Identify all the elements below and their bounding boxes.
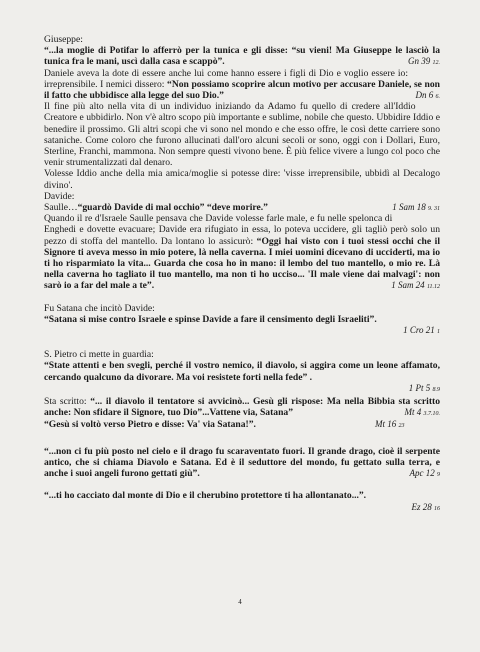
reference-text: Apc 12 — [409, 468, 437, 479]
paragraph — [44, 68, 440, 102]
body-text: Sta scritto: — [44, 396, 91, 408]
reference-verses: 12. — [432, 60, 440, 67]
body-text: Quando il re d'Israele Saulle pensava che Davide volesse farle male, e fu nelle spelonca di Enghedi e dovette evacuare; Davide era rifugiato in essa, lo poteva uccidere, gli tagliò però solo un pezzo di stoffa del mantello. Da lontano lo assicurò: — [44, 213, 440, 247]
reference-text: 1 Sam 24 — [391, 280, 427, 291]
quoted-text: “Gesù si voltò verso Pietro e disse: Va' via Satana!”. — [44, 418, 256, 430]
spacer — [44, 430, 440, 446]
scripture-quote — [44, 490, 440, 501]
quoted-text: “... il diavolo il tentatore si avvicinò... Gesù gli rispose: Ma nella Bibbia sta scritto anche: Non sfidare il Signore, tuo Dio”...Vattene via, Satana” — [44, 396, 441, 419]
paragraph — [44, 213, 440, 291]
reference-text: Mt 16 — [375, 418, 399, 429]
spacer — [44, 338, 440, 349]
scripture-quote — [44, 446, 440, 480]
reference-text: Mt 4 — [404, 407, 424, 418]
section-heading — [44, 349, 440, 360]
body-text: Saulle… — [44, 202, 78, 214]
section-heading — [44, 303, 440, 314]
scripture-reference — [416, 90, 441, 103]
reference-verses: 3.7.10. — [423, 411, 440, 418]
scripture-quote — [44, 314, 440, 325]
reference-verses: 1 — [437, 329, 440, 336]
reference-verses: 11.12 — [426, 284, 440, 291]
scripture-reference — [375, 419, 405, 432]
scripture-reference — [410, 468, 441, 481]
quoted-text: “guardò Davide di mal occhio” “deve morire.” — [77, 202, 268, 214]
reference-line — [44, 383, 440, 396]
page-number: 4 — [238, 598, 242, 606]
reference-text: Gn 39 — [408, 56, 433, 67]
paragraph — [44, 202, 440, 213]
scripture-reference — [391, 280, 440, 293]
reference-verses: 23 — [398, 422, 405, 429]
section-heading — [44, 191, 440, 202]
reference-verses: 16 — [434, 505, 440, 512]
quoted-text: “Oggi hai visto con i tuoi stessi occhi che il Signore ti aveva messo in mio potere, là nella caverna. I miei uomini dicevano di ucciderti, ma io ti ho risparmiato la vita... Guarda che cosa ho in mano: il lembo del tuo mantello, o mio re. Là nella caverna ho tagliato il tuo mantello, ma non ti ho ucciso... 'Il male viene dai malvagi': non sarò io a far del male a te”. — [44, 235, 440, 292]
quoted-text: “State attenti e ben svegli, perché il vostro nemico, il diavolo, si aggira come un leone affamato, cercando qualcuno da divorare. Ma voi resistete forti nella fede” . — [44, 360, 440, 383]
section-heading — [44, 34, 440, 45]
paragraph — [44, 396, 440, 418]
body-text: S. Pietro ci mette in guardia: — [44, 349, 154, 361]
scripture-reference — [392, 202, 440, 215]
reference-line — [44, 325, 440, 338]
scripture-reference — [405, 407, 441, 420]
scripture-quote — [44, 360, 440, 382]
body-text: Davide: — [44, 190, 75, 202]
reference-verses: 8.9 — [432, 386, 440, 393]
reference-text: 1 Sam 18 — [392, 202, 428, 213]
spacer — [44, 479, 440, 490]
reference-text: Dn 6 — [415, 90, 436, 101]
paragraph — [44, 101, 440, 168]
scripture-reference — [408, 56, 440, 69]
reference-verses: 9. 31 — [428, 206, 440, 213]
page-body — [44, 34, 440, 515]
quoted-text: “...la moglie di Potifar lo afferrò per la tunica e gli disse: “su vieni! Ma Giuseppe le lasciò la tunica fra le mani, uscì dalla casa e scappò”. — [44, 45, 440, 68]
body-text: Il fine più alto nella vita di un individuo iniziando da Adamo fu quello di credere all'Iddio Creatore e ubbidirlo. Non v'è altro scopo più importante e sublime, nobile che questo. Ubbidire Iddio e benedire il prossimo. Gli altri scopi che vi sono nel mondo e che esso offre, le così dette carriere sono sataniche. Come coloro che furono allucinati dall'oro alcuni secoli or sono, oggi con i Dollari, Euro, Sterline, Franchi, mammona. Non sempre questi vivono bene. È più felice vivere a lungo col poco che venir strumentalizzati dal denaro. — [44, 101, 440, 169]
body-text: Fu Satana che incitò Davide: — [44, 302, 155, 314]
quoted-text: “...non ci fu più posto nel cielo e il drago fu scaraventato fuori. Il grande drago, cioè il serpente antico, che si chiama Diavolo e Satana. Ed è il seduttore del mondo, fu gettato sulla terra, e anche i suoi angeli furono gettati giù”. — [44, 445, 440, 480]
body-text: Volesse Iddio anche della mia amica/moglie si potesse dire: 'visse irreprensibile, ubbidì al Decalogo divino'. — [44, 168, 440, 191]
reference-text: Ez 28 — [411, 501, 434, 512]
quoted-text: “Satana si mise contro Israele e spinse Davide a fare il censimento degli Israeliti”. — [44, 313, 377, 325]
scripture-reference — [403, 325, 440, 335]
body-text: Daniele aveva la dote di essere anche lui come hanno essere i figli di Dio e voglio essere io: irreprensibile. I nemici dissero: — [44, 67, 408, 90]
scripture-quote — [44, 419, 440, 430]
reference-verses: 9 — [437, 472, 440, 479]
quoted-text: “Non possiamo scoprire alcun motivo per accusare Daniele, se non il fatto che ubbidisce alla legge del suo Dio.” — [44, 78, 440, 102]
scripture-quote — [44, 45, 440, 67]
body-text: Giuseppe: — [44, 34, 83, 45]
reference-line — [44, 502, 440, 515]
reference-text: 1 Pt 5 — [408, 382, 433, 393]
reference-verses: 6. — [435, 94, 440, 101]
quoted-text: “...ti ho cacciato dal monte di Dio e il cherubino protettore ti ha allontanato...”. — [44, 490, 367, 502]
scripture-reference — [409, 383, 440, 393]
paragraph — [44, 168, 440, 190]
reference-text: 1 Cro 21 — [403, 325, 437, 336]
spacer — [44, 292, 440, 303]
scripture-reference — [412, 502, 441, 512]
